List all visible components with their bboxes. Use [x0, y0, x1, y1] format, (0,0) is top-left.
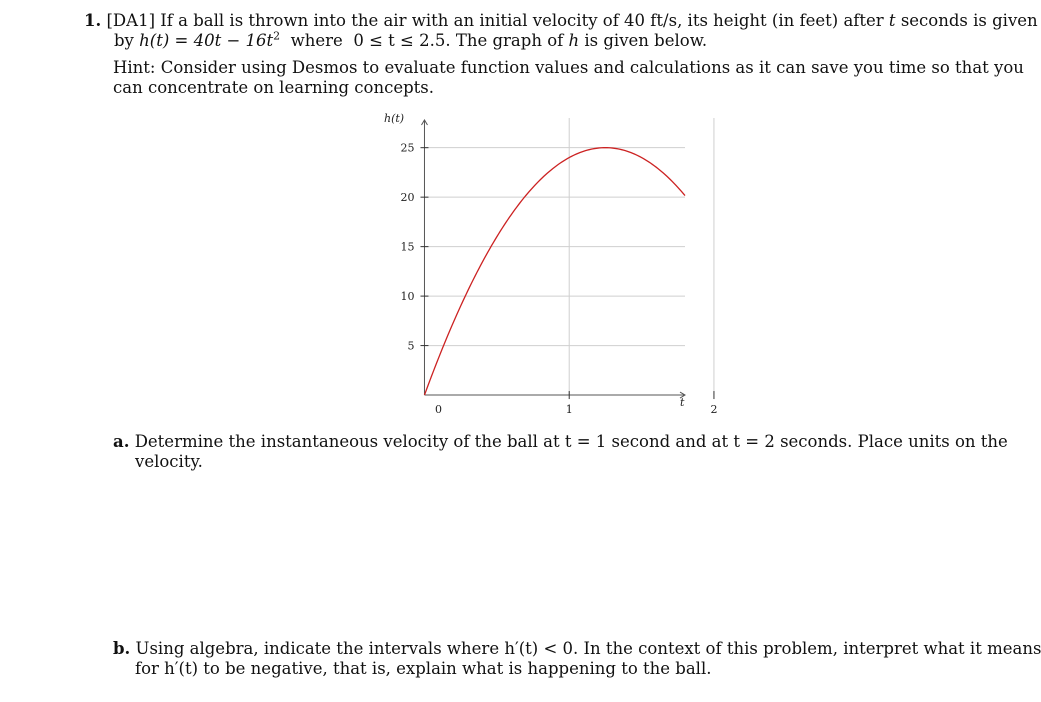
problem-text-2: by	[114, 31, 134, 50]
problem-statement	[84, 11, 1038, 51]
problem-number: 1.	[84, 11, 102, 30]
part-b-line-1	[113, 639, 1041, 659]
x-tick-label-1: 1	[565, 403, 573, 417]
problem-text-1: If a ball is thrown into the air with an initial velocity of 40 ft/s, its height (in feet) after	[160, 11, 884, 30]
var-t: t	[888, 11, 896, 30]
problem-text-1-end: seconds is given	[900, 11, 1038, 30]
height-graph	[360, 108, 718, 418]
hint-line-1: Hint: Consider using Desmos to evaluate function values and calculations as it can save you time so that you	[113, 58, 1024, 77]
curve-group	[424, 148, 685, 395]
function-expression: h(t) = 40t − 16t	[139, 31, 274, 50]
y-tick-label-10: 10	[400, 290, 415, 304]
part-a	[113, 432, 1008, 472]
y-tick-label-20: 20	[400, 191, 415, 205]
part-b-label: b.	[113, 639, 131, 658]
problem-text-2-end: The graph of	[455, 31, 564, 50]
function-exponent: 2	[273, 29, 281, 43]
part-a-text-1: Determine the instantaneous velocity of the ball at t = 1 second and at t = 2 seconds. Place units on the	[134, 432, 1008, 451]
hint-line-2: can concentrate on learning concepts.	[113, 78, 435, 97]
x-tick-label-0: 0	[434, 403, 442, 417]
y-tick-label-25: 25	[400, 141, 415, 155]
y-tick-label-15: 15	[400, 240, 415, 254]
problem-text-2-tail: is given below.	[584, 31, 708, 50]
function-domain: 0 ≤ t ≤ 2.5.	[353, 31, 451, 50]
grid-lines	[424, 118, 713, 395]
where-word: where	[290, 31, 343, 50]
part-b	[113, 639, 1041, 679]
problem-tag: [DA1]	[106, 11, 156, 30]
ticks	[400, 142, 717, 416]
part-a-label: a.	[113, 432, 130, 451]
var-h: h	[568, 31, 580, 50]
part-b-line-2: for h′(t) to be negative, that is, explain what is happening to the ball.	[135, 659, 712, 678]
x-tick-label-2: 2	[710, 403, 718, 417]
axes	[421, 120, 685, 398]
part-b-text-1: Using algebra, indicate the intervals where h′(t) < 0. In the context of this problem, interpret what it means	[135, 639, 1041, 658]
part-a-line-1	[113, 432, 1008, 452]
problem-line-2	[84, 31, 944, 51]
hint	[113, 58, 1024, 98]
x-axis-label: t	[680, 396, 685, 409]
y-tick-label-5: 5	[407, 339, 415, 353]
y-axis-label: h(t)	[384, 112, 405, 125]
problem-line-1	[84, 11, 1038, 31]
part-a-line-2: velocity.	[135, 452, 203, 471]
height-curve	[424, 148, 685, 395]
